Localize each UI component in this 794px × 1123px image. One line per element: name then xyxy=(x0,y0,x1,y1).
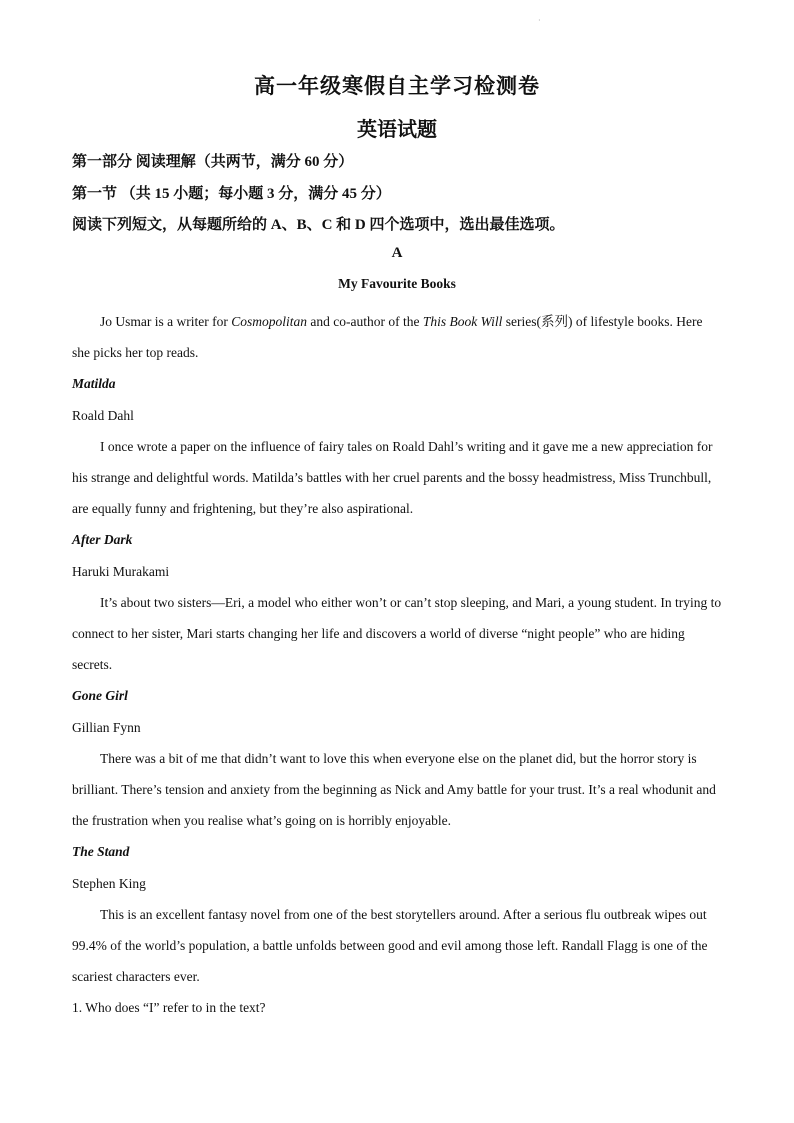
book-title: The Stand xyxy=(72,844,130,860)
book-title: Matilda xyxy=(72,376,116,392)
question-1: 1. Who does “I” refer to in the text? xyxy=(72,1000,266,1016)
book-author: Stephen King xyxy=(72,875,146,891)
scan-speck: · xyxy=(538,16,541,25)
book-review: I once wrote a paper on the influence of fairy tales on Roald Dahl’s writing and it gave me a new appreciation for his strange and delightful words. Matilda’s battles with her cruel parents and the bossy headmistress, Miss Trunchbull, are equally funny and frightening, but they’re also aspirational. xyxy=(72,438,713,517)
exam-subtitle: 英语试题 xyxy=(357,119,437,141)
magazine-name: Cosmopolitan xyxy=(231,314,307,329)
passage-label: A xyxy=(391,245,403,261)
passage-heading: My Favourite Books xyxy=(338,276,456,291)
book-author: Gillian Fynn xyxy=(72,719,141,735)
book-title: Gone Girl xyxy=(72,688,128,704)
exam-title: 高一年级寒假自主学习检测卷 xyxy=(254,74,540,98)
series-name: This Book Will xyxy=(422,314,503,329)
intro-text-1: Jo Usmar is a writer for xyxy=(100,314,232,329)
section-heading: 第一节 （共 15 小题；每小题 3 分，满分 45 分） xyxy=(72,186,391,202)
book-review: It’s about two sisters—Eri, a model who either won’t or can’t stop sleeping, and Mari, a young student. In trying to connect to her sister, Mari starts changing her life and discovers a world of diverse “night people” who are hiding secrets. xyxy=(72,594,722,673)
book-review: This is an excellent fantasy novel from one of the best storytellers around. After a serious flu outbreak wipes out 99.4% of the world’s population, a battle unfolds between good and evil among those left. Randall Flagg is one of the scariest characters ever. xyxy=(72,906,708,985)
book-title: After Dark xyxy=(72,532,133,548)
book-author: Haruki Murakami xyxy=(72,563,170,579)
intro-text-2: and co-author of the xyxy=(306,314,423,329)
intro-paragraph xyxy=(72,306,722,368)
intro-text-3: series(系列) of lifestyle books. Here she picks her top reads. xyxy=(72,314,703,361)
passage-body xyxy=(72,306,722,1024)
book-author: Roald Dahl xyxy=(72,407,134,423)
book-review: There was a bit of me that didn’t want to love this when everyone else on the planet did, but the horror story is brilliant. There’s tension and anxiety from the beginning as Nick and Amy battle for your trust. It’s a real whodunit and the frustration when you realise what’s going on is horribly enjoyable. xyxy=(72,750,716,829)
directions: 阅读下列短文，从每题所给的 A、B、C 和 D 四个选项中，选出最佳选项。 xyxy=(72,217,565,233)
part-heading: 第一部分 阅读理解（共两节，满分 60 分） xyxy=(72,154,354,170)
